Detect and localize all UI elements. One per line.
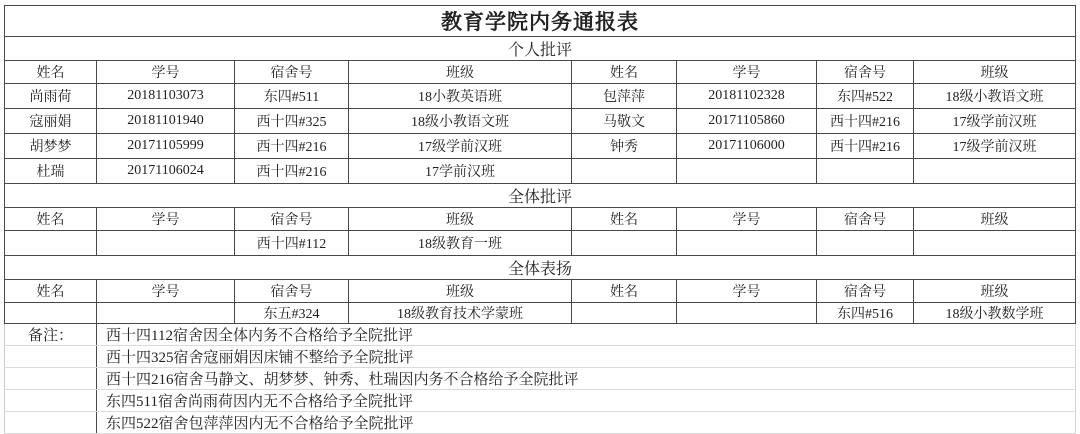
cell-name bbox=[572, 159, 677, 184]
table-row bbox=[5, 134, 1076, 159]
note-row bbox=[5, 390, 1076, 412]
cell-dorm: 西十四#216 bbox=[235, 134, 349, 159]
cell-dorm: 西十四#216 bbox=[817, 109, 914, 134]
note-line: 东四511宿舍尚雨荷因内无不合格给予全院批评 bbox=[97, 390, 1076, 412]
notes-label-empty bbox=[5, 368, 97, 390]
cell-class: 18级小教语文班 bbox=[914, 84, 1076, 109]
note-line: 东四522宿舍包萍萍因内无不合格给予全院批评 bbox=[97, 412, 1076, 434]
section-label-group-criticism: 全体批评 bbox=[5, 184, 1076, 208]
note-line: 西十四325宿舍寇丽娟因床铺不整给予全院批评 bbox=[97, 346, 1076, 368]
cell-dorm: 西十四#216 bbox=[817, 134, 914, 159]
table-row bbox=[5, 303, 1076, 324]
cell-class: 18级小教语文班 bbox=[349, 109, 572, 134]
cell-class: 18级教育一班 bbox=[349, 231, 572, 256]
col-header-student-id: 学号 bbox=[97, 208, 235, 231]
col-header-student-id: 学号 bbox=[97, 61, 235, 84]
note-row bbox=[5, 324, 1076, 346]
note-row bbox=[5, 368, 1076, 390]
col-header-class: 班级 bbox=[349, 208, 572, 231]
table-row bbox=[5, 109, 1076, 134]
col-header-name: 姓名 bbox=[5, 208, 97, 231]
notes-label-empty bbox=[5, 412, 97, 434]
section-row-group-criticism bbox=[5, 184, 1076, 208]
cell-class: 18小教英语班 bbox=[349, 84, 572, 109]
note-row bbox=[5, 412, 1076, 434]
cell-dorm: 西十四#216 bbox=[235, 159, 349, 184]
col-header-class: 班级 bbox=[914, 208, 1076, 231]
title-row bbox=[5, 6, 1076, 37]
cell-name: 杜瑞 bbox=[5, 159, 97, 184]
section-label-personal: 个人批评 bbox=[5, 37, 1076, 61]
section-row-group-praise bbox=[5, 256, 1076, 280]
notes-label: 备注： bbox=[5, 324, 97, 346]
note-line: 西十四112宿舍因全体内务不合格给予全院批评 bbox=[97, 324, 1076, 346]
col-header-name: 姓名 bbox=[5, 61, 97, 84]
cell-dorm bbox=[817, 231, 914, 256]
col-header-class: 班级 bbox=[914, 280, 1076, 303]
col-header-class: 班级 bbox=[914, 61, 1076, 84]
cell-student-id: 20181102328 bbox=[677, 84, 817, 109]
section-row-personal bbox=[5, 37, 1076, 61]
col-header-name: 姓名 bbox=[572, 61, 677, 84]
col-header-dorm: 宿舍号 bbox=[817, 61, 914, 84]
cell-student-id: 20181103073 bbox=[97, 84, 235, 109]
cell-student-id bbox=[97, 303, 235, 324]
col-header-student-id: 学号 bbox=[677, 208, 817, 231]
col-header-dorm: 宿舍号 bbox=[235, 61, 349, 84]
cell-name bbox=[572, 303, 677, 324]
col-header-name: 姓名 bbox=[572, 280, 677, 303]
col-header-student-id: 学号 bbox=[677, 61, 817, 84]
report-page bbox=[0, 5, 1080, 432]
cell-class: 17级学前汉班 bbox=[914, 109, 1076, 134]
col-header-name: 姓名 bbox=[572, 208, 677, 231]
col-header-dorm: 宿舍号 bbox=[235, 208, 349, 231]
cell-dorm: 东五#324 bbox=[235, 303, 349, 324]
col-header-class: 班级 bbox=[349, 280, 572, 303]
cell-dorm: 东四#511 bbox=[235, 84, 349, 109]
notes-label-empty bbox=[5, 346, 97, 368]
note-row bbox=[5, 346, 1076, 368]
cell-dorm: 西十四#112 bbox=[235, 231, 349, 256]
notes-label-empty bbox=[5, 390, 97, 412]
cell-class: 17级学前汉班 bbox=[349, 134, 572, 159]
cell-student-id bbox=[677, 303, 817, 324]
cell-dorm bbox=[817, 159, 914, 184]
note-line: 西十四216宿舍马静文、胡梦梦、钟秀、杜瑞因内务不合格给予全院批评 bbox=[97, 368, 1076, 390]
col-header-dorm: 宿舍号 bbox=[817, 208, 914, 231]
cell-student-id bbox=[677, 159, 817, 184]
cell-student-id: 20171105860 bbox=[677, 109, 817, 134]
header-row bbox=[5, 61, 1076, 84]
internal-affairs-report-table bbox=[4, 5, 1076, 434]
cell-name: 马敬文 bbox=[572, 109, 677, 134]
col-header-name: 姓名 bbox=[5, 280, 97, 303]
col-header-dorm: 宿舍号 bbox=[235, 280, 349, 303]
cell-dorm: 西十四#325 bbox=[235, 109, 349, 134]
header-row bbox=[5, 208, 1076, 231]
cell-class: 17学前汉班 bbox=[349, 159, 572, 184]
cell-name: 尚雨荷 bbox=[5, 84, 97, 109]
cell-class: 18级小教数学班 bbox=[914, 303, 1076, 324]
cell-name: 寇丽娟 bbox=[5, 109, 97, 134]
col-header-student-id: 学号 bbox=[677, 280, 817, 303]
cell-class bbox=[914, 231, 1076, 256]
cell-dorm: 东四#522 bbox=[817, 84, 914, 109]
col-header-student-id: 学号 bbox=[97, 280, 235, 303]
cell-class: 17级学前汉班 bbox=[914, 134, 1076, 159]
cell-student-id bbox=[677, 231, 817, 256]
table-row bbox=[5, 84, 1076, 109]
cell-student-id: 20171106024 bbox=[97, 159, 235, 184]
cell-name: 包萍萍 bbox=[572, 84, 677, 109]
cell-class: 18级教育技术学蒙班 bbox=[349, 303, 572, 324]
cell-name: 胡梦梦 bbox=[5, 134, 97, 159]
report-title: 教育学院内务通报表 bbox=[5, 6, 1076, 37]
header-row bbox=[5, 280, 1076, 303]
cell-class bbox=[914, 159, 1076, 184]
table-row bbox=[5, 231, 1076, 256]
cell-dorm: 东四#516 bbox=[817, 303, 914, 324]
cell-name bbox=[5, 231, 97, 256]
cell-student-id: 20171105999 bbox=[97, 134, 235, 159]
section-label-group-praise: 全体表扬 bbox=[5, 256, 1076, 280]
cell-name: 钟秀 bbox=[572, 134, 677, 159]
table-row bbox=[5, 159, 1076, 184]
cell-name bbox=[5, 303, 97, 324]
cell-name bbox=[572, 231, 677, 256]
cell-student-id bbox=[97, 231, 235, 256]
cell-student-id: 20171106000 bbox=[677, 134, 817, 159]
col-header-dorm: 宿舍号 bbox=[817, 280, 914, 303]
col-header-class: 班级 bbox=[349, 61, 572, 84]
cell-student-id: 20181101940 bbox=[97, 109, 235, 134]
